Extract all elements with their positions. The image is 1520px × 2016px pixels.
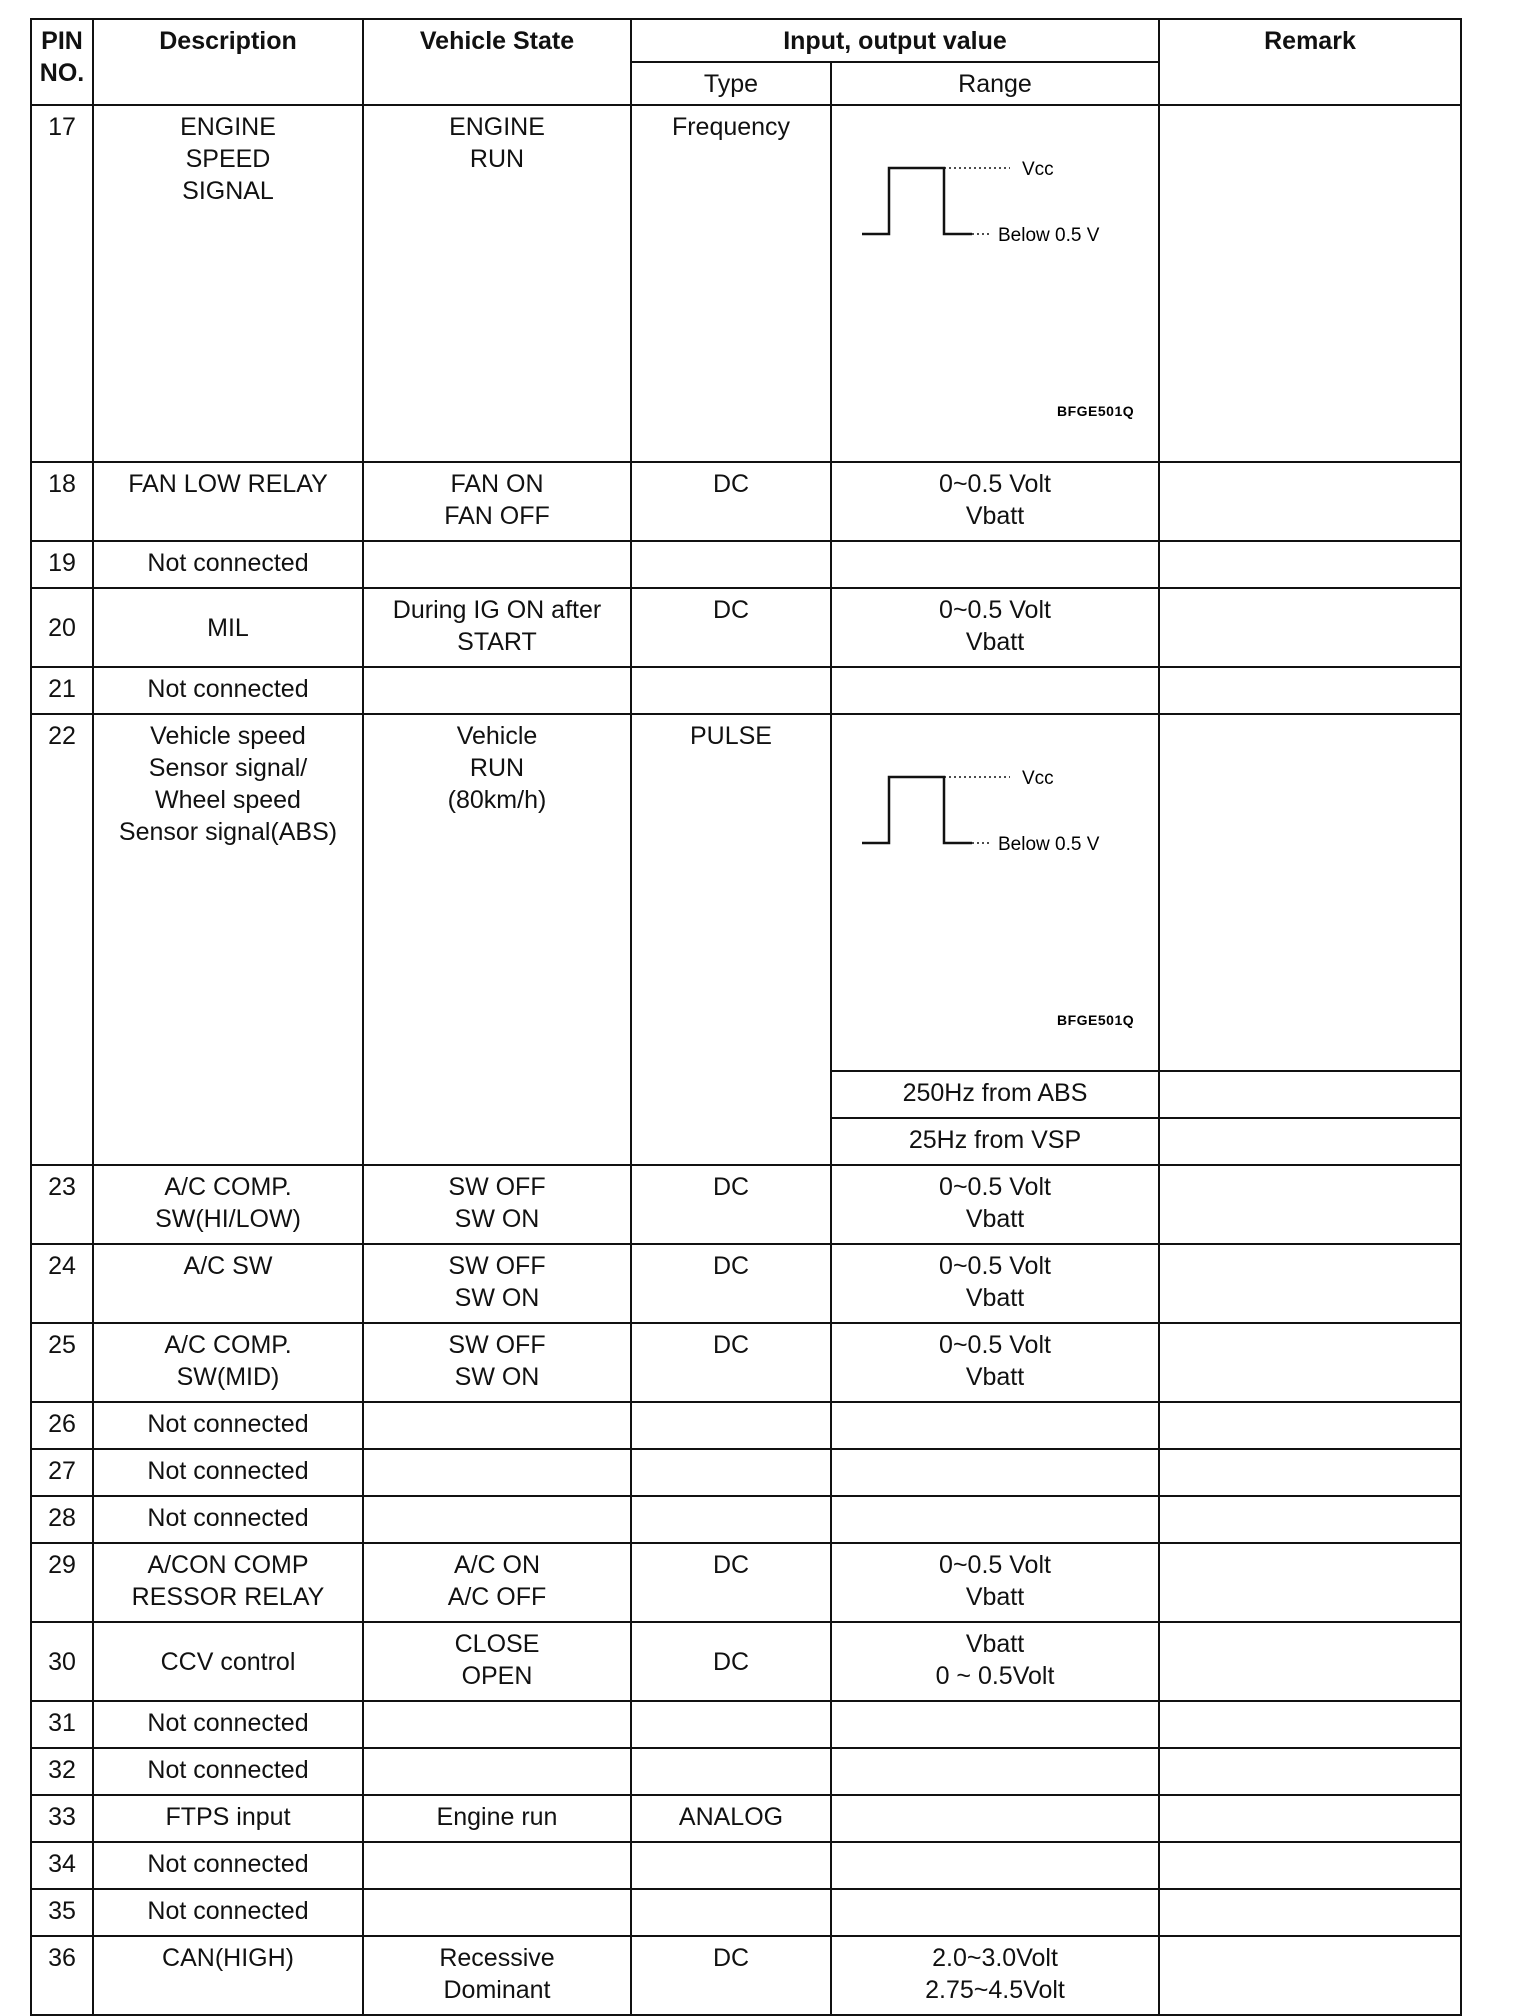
table-row (31, 1496, 1461, 1543)
remark-cell (1159, 588, 1461, 667)
remark-cell (1159, 1071, 1461, 1118)
type-cell (631, 1748, 831, 1795)
pin-number: 22 (31, 714, 93, 1165)
vehicle-state-cell (363, 1701, 631, 1748)
table-row (31, 1701, 1461, 1748)
range-cell: Vbatt 0 ~ 0.5Volt (831, 1622, 1159, 1701)
remark-cell (1159, 1323, 1461, 1402)
description-cell: A/C SW (93, 1244, 363, 1323)
type-cell: DC (631, 1622, 831, 1701)
pin-number: 27 (31, 1449, 93, 1496)
header-range: Range (831, 62, 1159, 105)
header-type: Type (631, 62, 831, 105)
range-cell: 0~0.5 Volt Vbatt (831, 1244, 1159, 1323)
pin-number: 28 (31, 1496, 93, 1543)
type-cell: ANALOG (631, 1795, 831, 1842)
range-cell (831, 1449, 1159, 1496)
range-cell (831, 541, 1159, 588)
vehicle-state-cell: A/C ON A/C OFF (363, 1543, 631, 1622)
description-cell: Not connected (93, 1842, 363, 1889)
type-cell (631, 1889, 831, 1936)
pin-number: 31 (31, 1701, 93, 1748)
description-cell: Not connected (93, 1402, 363, 1449)
header-vehicle-state: Vehicle State (363, 19, 631, 105)
vehicle-state-cell: CLOSE OPEN (363, 1622, 631, 1701)
range-waveform-cell (831, 105, 1159, 462)
header-io-value: Input, output value (631, 19, 1159, 62)
pin-number: 26 (31, 1402, 93, 1449)
description-cell: A/C COMP. SW(HI/LOW) (93, 1165, 363, 1244)
description-cell: Not connected (93, 1496, 363, 1543)
description-cell: FTPS input (93, 1795, 363, 1842)
pin-table (30, 18, 1462, 2016)
vehicle-state-cell: Engine run (363, 1795, 631, 1842)
range-cell (831, 1701, 1159, 1748)
range-cell: 250Hz from ABS (831, 1071, 1159, 1118)
pin-number: 35 (31, 1889, 93, 1936)
table-row (31, 1936, 1461, 2015)
pulse-waveform-figure (832, 747, 1158, 1038)
type-cell: DC (631, 1936, 831, 2015)
remark-cell (1159, 1543, 1461, 1622)
range-cell: 2.0~3.0Volt 2.75~4.5Volt (831, 1936, 1159, 2015)
remark-cell (1159, 1402, 1461, 1449)
vehicle-state-cell (363, 1889, 631, 1936)
vehicle-state-cell: Recessive Dominant (363, 1936, 631, 2015)
range-cell (831, 1496, 1159, 1543)
remark-cell (1159, 1244, 1461, 1323)
pulse-waveform-line (862, 168, 972, 234)
header-description: Description (93, 19, 363, 105)
remark-cell (1159, 667, 1461, 714)
type-cell: DC (631, 588, 831, 667)
description-cell: MIL (93, 588, 363, 667)
table-row (31, 714, 1461, 1071)
figure-code-label: BFGE501Q (1057, 1012, 1135, 1028)
description-cell: Not connected (93, 1449, 363, 1496)
type-cell (631, 1402, 831, 1449)
vehicle-state-cell: Vehicle RUN (80km/h) (363, 714, 631, 1165)
pin-number: 18 (31, 462, 93, 541)
type-cell: DC (631, 1543, 831, 1622)
figure-code-label: BFGE501Q (1057, 403, 1135, 419)
table-row (31, 1842, 1461, 1889)
description-cell: ENGINE SPEED SIGNAL (93, 105, 363, 462)
table-row (31, 1889, 1461, 1936)
below-label: Below 0.5 V (998, 225, 1100, 246)
description-cell: Not connected (93, 1748, 363, 1795)
range-cell (831, 1842, 1159, 1889)
type-cell (631, 1449, 831, 1496)
remark-cell (1159, 1748, 1461, 1795)
table-row (31, 667, 1461, 714)
remark-cell (1159, 1622, 1461, 1701)
vehicle-state-cell: ENGINE RUN (363, 105, 631, 462)
table-row (31, 1244, 1461, 1323)
remark-cell (1159, 462, 1461, 541)
pulse-waveform-figure (832, 138, 1158, 429)
table-row (31, 1323, 1461, 1402)
range-cell (831, 667, 1159, 714)
remark-cell (1159, 1496, 1461, 1543)
description-cell: CAN(HIGH) (93, 1936, 363, 2015)
pin-number: 36 (31, 1936, 93, 2015)
vehicle-state-cell: SW OFF SW ON (363, 1323, 631, 1402)
remark-cell (1159, 541, 1461, 588)
vehicle-state-cell (363, 1449, 631, 1496)
remark-cell (1159, 1165, 1461, 1244)
vehicle-state-cell: SW OFF SW ON (363, 1165, 631, 1244)
vehicle-state-cell: During IG ON after START (363, 588, 631, 667)
description-cell: Not connected (93, 667, 363, 714)
table-row (31, 588, 1461, 667)
description-cell: Not connected (93, 1701, 363, 1748)
range-waveform-cell (831, 714, 1159, 1071)
vehicle-state-cell (363, 1402, 631, 1449)
description-cell: Vehicle speed Sensor signal/ Wheel speed Sensor signal(ABS) (93, 714, 363, 1165)
remark-cell (1159, 1701, 1461, 1748)
pin-number: 23 (31, 1165, 93, 1244)
table-row (31, 1748, 1461, 1795)
range-cell: 0~0.5 Volt Vbatt (831, 462, 1159, 541)
type-cell: Frequency (631, 105, 831, 462)
range-cell: 25Hz from VSP (831, 1118, 1159, 1165)
vehicle-state-cell (363, 1748, 631, 1795)
type-cell: DC (631, 1323, 831, 1402)
description-cell: A/CON COMP RESSOR RELAY (93, 1543, 363, 1622)
header-pin: PIN NO. (31, 19, 93, 105)
pin-number: 19 (31, 541, 93, 588)
type-cell (631, 1701, 831, 1748)
pin-table-page (30, 18, 1460, 2016)
vehicle-state-cell (363, 1496, 631, 1543)
range-cell: 0~0.5 Volt Vbatt (831, 1543, 1159, 1622)
table-row (31, 462, 1461, 541)
range-cell (831, 1889, 1159, 1936)
below-label: Below 0.5 V (998, 834, 1100, 855)
pin-number: 33 (31, 1795, 93, 1842)
type-cell: PULSE (631, 714, 831, 1165)
vehicle-state-cell: FAN ON FAN OFF (363, 462, 631, 541)
remark-cell (1159, 1118, 1461, 1165)
table-row (31, 1622, 1461, 1701)
range-cell (831, 1748, 1159, 1795)
description-cell: Not connected (93, 541, 363, 588)
pin-number: 30 (31, 1622, 93, 1701)
remark-cell (1159, 1889, 1461, 1936)
table-row (31, 1165, 1461, 1244)
description-cell: Not connected (93, 1889, 363, 1936)
vehicle-state-cell (363, 541, 631, 588)
pin-number: 34 (31, 1842, 93, 1889)
vehicle-state-cell (363, 667, 631, 714)
pin-number: 24 (31, 1244, 93, 1323)
type-cell: DC (631, 462, 831, 541)
pin-number: 29 (31, 1543, 93, 1622)
range-cell (831, 1795, 1159, 1842)
table-row (31, 541, 1461, 588)
range-cell (831, 1402, 1159, 1449)
description-cell: CCV control (93, 1622, 363, 1701)
range-cell: 0~0.5 Volt Vbatt (831, 588, 1159, 667)
table-row (31, 1795, 1461, 1842)
pin-number: 25 (31, 1323, 93, 1402)
vcc-label: Vcc (1022, 768, 1054, 789)
description-cell: FAN LOW RELAY (93, 462, 363, 541)
type-cell (631, 667, 831, 714)
table-row (31, 1449, 1461, 1496)
vehicle-state-cell (363, 1842, 631, 1889)
remark-cell (1159, 1936, 1461, 2015)
pin-number: 21 (31, 667, 93, 714)
pin-number: 20 (31, 588, 93, 667)
header-row (31, 19, 1461, 62)
vehicle-state-cell: SW OFF SW ON (363, 1244, 631, 1323)
remark-cell (1159, 105, 1461, 462)
pin-number: 32 (31, 1748, 93, 1795)
range-cell: 0~0.5 Volt Vbatt (831, 1165, 1159, 1244)
pin-number: 17 (31, 105, 93, 462)
remark-cell (1159, 1449, 1461, 1496)
remark-cell (1159, 714, 1461, 1071)
pulse-waveform-line (862, 777, 972, 843)
type-cell (631, 541, 831, 588)
type-cell (631, 1496, 831, 1543)
table-row (31, 1402, 1461, 1449)
remark-cell (1159, 1842, 1461, 1889)
range-cell: 0~0.5 Volt Vbatt (831, 1323, 1159, 1402)
table-row (31, 1543, 1461, 1622)
header-remark: Remark (1159, 19, 1461, 105)
vcc-label: Vcc (1022, 159, 1054, 180)
type-cell (631, 1842, 831, 1889)
type-cell: DC (631, 1165, 831, 1244)
type-cell: DC (631, 1244, 831, 1323)
description-cell: A/C COMP. SW(MID) (93, 1323, 363, 1402)
remark-cell (1159, 1795, 1461, 1842)
table-row (31, 105, 1461, 462)
